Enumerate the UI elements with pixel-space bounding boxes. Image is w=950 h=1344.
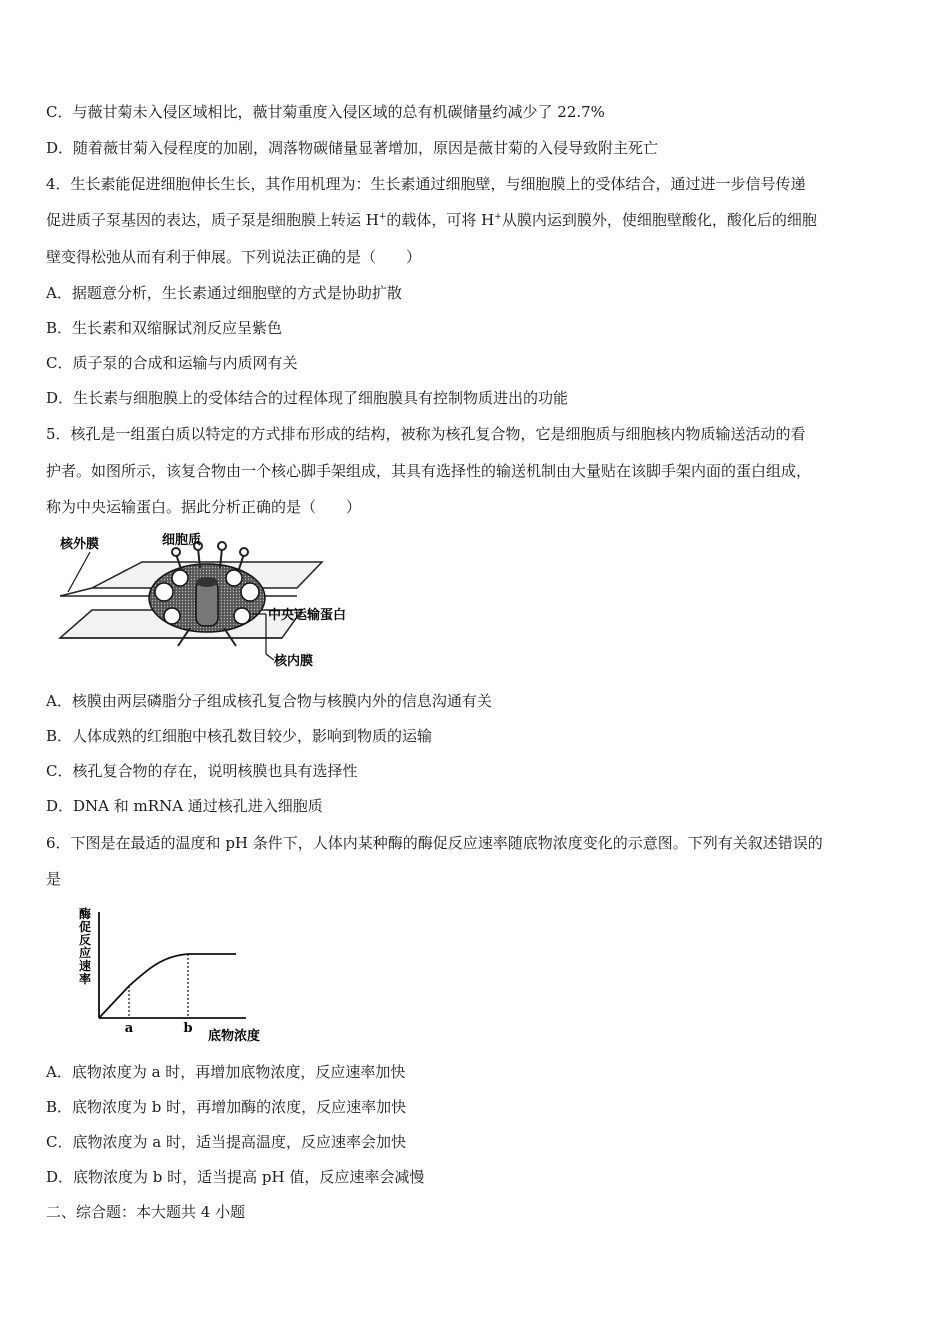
option-6A: A．底物浓度为 a 时，再增加底物浓度，反应速率加快 (46, 1063, 406, 1081)
question-5-line-3: 称为中央运输蛋白。据此分析正确的是（ ） (46, 498, 362, 516)
label-inner-membrane: 核内膜 (274, 654, 314, 669)
tick-label-b: b (183, 1021, 193, 1036)
question-4-line-2: 促进质子泵基因的表达，质子泵是细胞膜上转运 H+的载体，可将 H+从膜内运到膜外，使细胞壁酸化，酸化后的细胞 (46, 211, 817, 229)
option-4B: B．生长素和双缩脲试剂反应呈紫色 (46, 319, 283, 337)
y-axis-label-char: 反 (79, 933, 92, 947)
option-6D: D．底物浓度为 b 时，适当提高 pH 值，反应速率会减慢 (46, 1168, 425, 1186)
question-4-line-1: 4．生长素能促进细胞伸长生长，其作用机理为：生长素通过细胞壁，与细胞膜上的受体结合，通过进一步信号传递 (46, 175, 806, 193)
option-4D: D．生长素与细胞膜上的受体结合的过程体现了细胞膜具有控制物质进出的功能 (46, 389, 569, 407)
option-6B: B．底物浓度为 b 时，再增加酶的浓度，反应速率加快 (46, 1098, 407, 1116)
option-5B: B．人体成熟的红细胞中核孔数目较少，影响到物质的运输 (46, 727, 433, 745)
y-axis-label-char: 酶 (79, 907, 92, 921)
option-4C: C．质子泵的合成和运输与内质网有关 (46, 354, 298, 372)
y-axis-label-char: 促 (79, 920, 92, 934)
option-3C: C．与薇甘菊未入侵区域相比，薇甘菊重度入侵区域的总有机碳储量约减少了 22.7% (46, 103, 605, 121)
question-6-line-2: 是 (46, 870, 62, 888)
rate-curve (99, 954, 236, 1018)
question-4-line-3: 壁变得松弛从而有利于伸展。下列说法正确的是（ ） (46, 248, 422, 266)
y-axis-label-char: 率 (79, 972, 92, 986)
option-5A: A．核膜由两层磷脂分子组成核孔复合物与核膜内外的信息沟通有关 (46, 692, 492, 710)
label-central-transport-protein: 中央运输蛋白 (268, 608, 347, 623)
tick-label-a: a (124, 1021, 134, 1036)
nuclear-pore-figure (52, 530, 372, 670)
question-5-line-2: 护者。如图所示，该复合物由一个核心脚手架组成，其具有选择性的输送机制由大量贴在该脚手架内面的蛋白组成， (46, 462, 812, 480)
y-axis-label-char: 速 (79, 959, 92, 973)
option-6C: C．底物浓度为 a 时，适当提高温度，反应速率会加快 (46, 1133, 406, 1151)
y-axis-label-char: 应 (79, 946, 92, 960)
enzyme-rate-chart (76, 904, 276, 1046)
label-outer-membrane: 核外膜 (60, 537, 100, 552)
option-5D: D．DNA 和 mRNA 通过核孔进入细胞质 (46, 797, 323, 815)
y-axis-label (79, 906, 91, 986)
section-2-heading: 二、综合题：本大题共 4 小题 (46, 1203, 246, 1221)
option-3D: D．随着薇甘菊入侵程度的加剧，凋落物碳储量显著增加，原因是薇甘菊的入侵导致附主死亡 (46, 139, 659, 157)
option-4A: A．据题意分析，生长素通过细胞壁的方式是协助扩散 (46, 284, 402, 302)
option-5C: C．核孔复合物的存在，说明核膜也具有选择性 (46, 762, 358, 780)
x-axis-label: 底物浓度 (208, 1029, 261, 1044)
question-5-line-1: 5．核孔是一组蛋白质以特定的方式排布形成的结构，被称为核孔复合物，它是细胞质与细胞核内物质输送活动的看 (46, 425, 806, 443)
label-cytoplasm: 细胞质 (162, 533, 202, 548)
question-6-line-1: 6．下图是在最适的温度和 pH 条件下，人体内某种酶的酶促反应速率随底物浓度变化的示意图。下列有关叙述错误的 (46, 834, 823, 852)
